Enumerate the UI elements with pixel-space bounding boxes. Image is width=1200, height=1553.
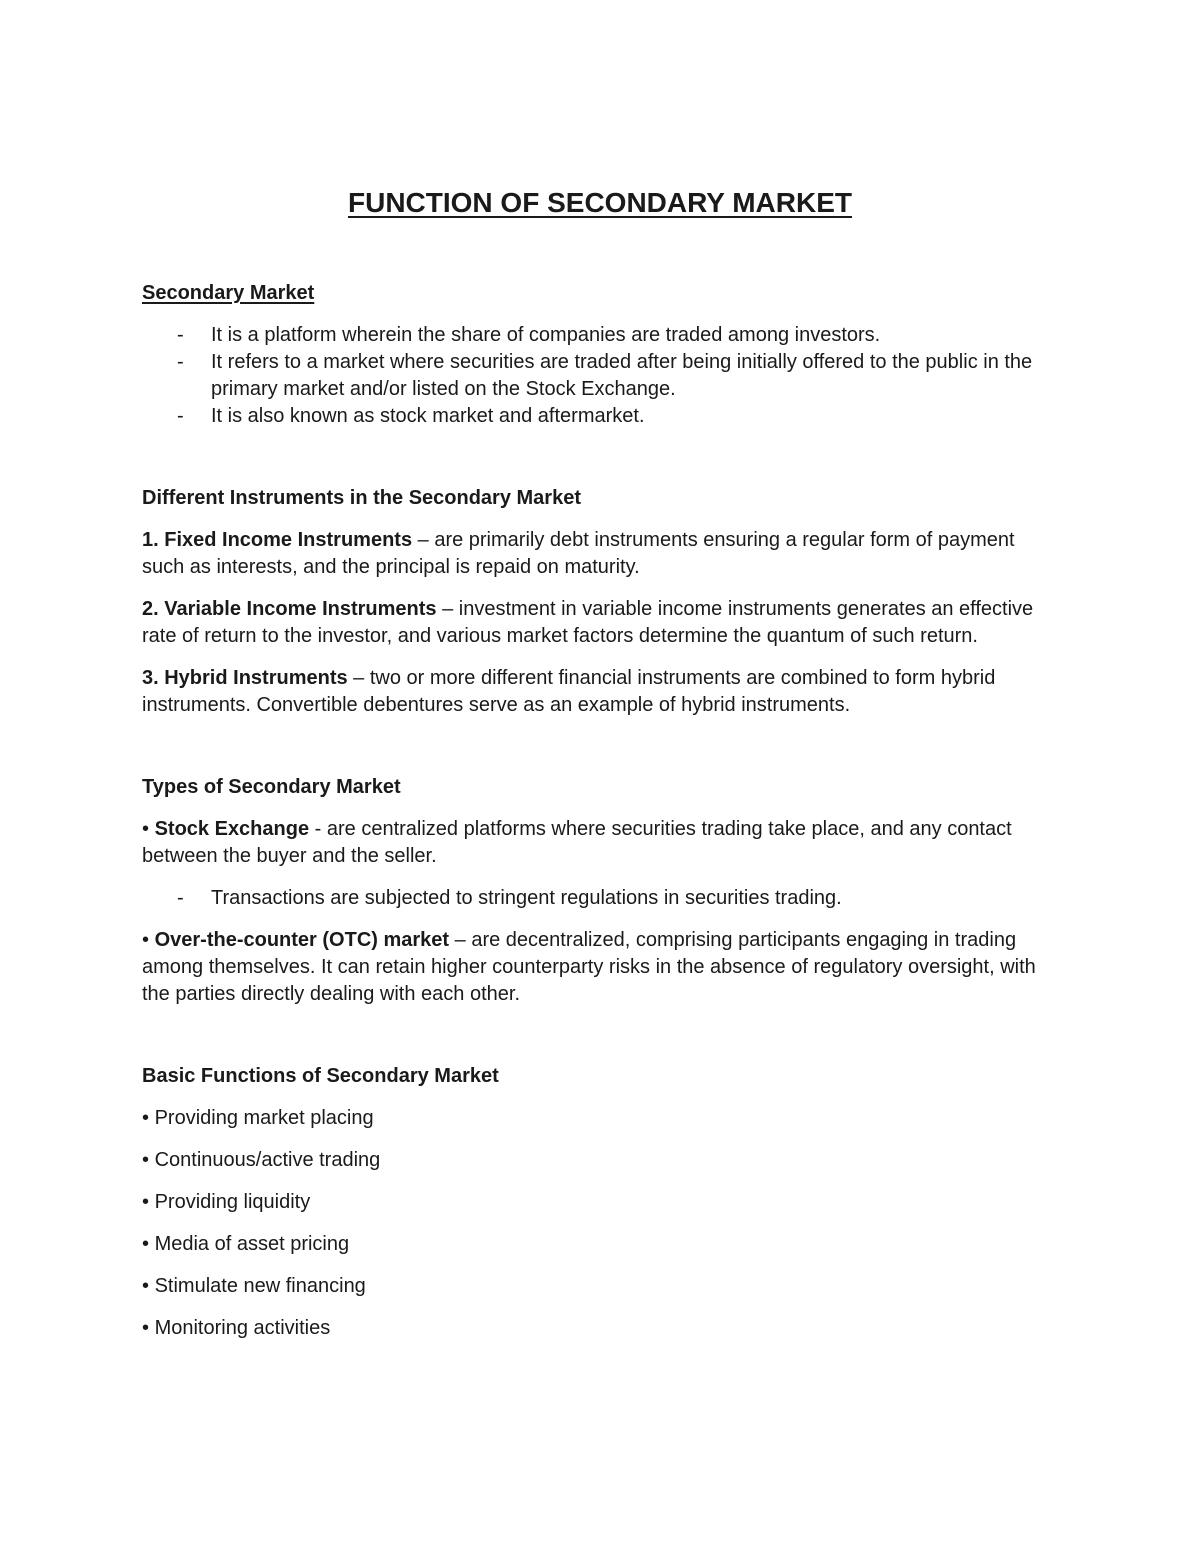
section-instruments xyxy=(142,485,1052,719)
instrument-text: – are primarily debt instruments ensuring a regular form of payment such as interests, and the principal is repaid on maturity. xyxy=(142,529,1015,578)
list-item-text: Media of asset pricing xyxy=(154,1233,350,1255)
bullet-marker: • xyxy=(142,1191,150,1213)
type-label: Stock Exchange xyxy=(154,818,310,840)
section-heading: Basic Functions of Secondary Market xyxy=(142,1065,499,1087)
type-item-otc xyxy=(142,927,1052,1008)
type-item-stock-exchange xyxy=(142,816,1052,870)
dash-marker: - xyxy=(177,887,184,909)
list-item xyxy=(142,1273,1052,1300)
instrument-item xyxy=(142,665,1052,719)
instrument-text: – investment in variable income instruments generates an effective rate of return to the investor, and various market factors determine the quantum of such return. xyxy=(142,598,1034,647)
list-item xyxy=(142,1189,1052,1216)
instrument-label: 1. Fixed Income Instruments xyxy=(142,529,413,551)
bullet-marker: • xyxy=(142,818,150,840)
list-item xyxy=(142,322,1052,349)
dash-marker: - xyxy=(177,324,184,346)
list-item xyxy=(142,1231,1052,1258)
list-item-text: Providing liquidity xyxy=(154,1191,311,1213)
document-body xyxy=(142,280,1052,1342)
instrument-item xyxy=(142,596,1052,650)
list-item xyxy=(142,1315,1052,1342)
list-item xyxy=(142,1105,1052,1132)
list-item xyxy=(142,1147,1052,1174)
dash-list xyxy=(142,885,1052,912)
type-text: – are decentralized, comprising participants engaging in trading among themselves. It can retain higher counterparty risks in the absence of regulatory oversight, with the parties directly dealing with each other. xyxy=(142,929,1036,1005)
list-item-text: Continuous/active trading xyxy=(154,1149,381,1171)
page-title: FUNCTION OF SECONDARY MARKET xyxy=(348,187,852,218)
section-basic-functions xyxy=(142,1063,1052,1342)
instrument-label: 3. Hybrid Instruments xyxy=(142,667,348,689)
dash-list xyxy=(142,322,1052,430)
bullet-marker: • xyxy=(142,1275,150,1297)
list-item xyxy=(142,403,1052,430)
section-heading: Secondary Market xyxy=(142,282,315,304)
bullet-marker: • xyxy=(142,929,150,951)
section-types xyxy=(142,774,1052,1008)
dash-marker: - xyxy=(177,405,184,427)
list-item-text: Monitoring activities xyxy=(154,1317,331,1339)
list-item-text: Stimulate new financing xyxy=(154,1275,366,1297)
list-item-text: Transactions are subjected to stringent regulations in securities trading. xyxy=(211,887,842,909)
list-item-text: Providing market placing xyxy=(154,1107,374,1129)
bullet-marker: • xyxy=(142,1317,150,1339)
type-text: - are centralized platforms where securities trading take place, and any contact between the buyer and the seller. xyxy=(142,818,1012,867)
section-secondary-market xyxy=(142,280,1052,430)
section-heading: Types of Secondary Market xyxy=(142,776,401,798)
instrument-text: – two or more different financial instruments are combined to form hybrid instruments. Convertible debentures serve as an example of hybrid instruments. xyxy=(142,667,996,716)
section-heading: Different Instruments in the Secondary Market xyxy=(142,487,581,509)
dash-marker: - xyxy=(177,351,184,373)
instrument-item xyxy=(142,527,1052,581)
list-item-text: It is a platform wherein the share of companies are traded among investors. xyxy=(211,324,881,346)
list-item-text: It refers to a market where securities are traded after being initially offered to the public in the primary market and/or listed on the Stock Exchange. xyxy=(211,351,1033,400)
list-item xyxy=(142,885,1052,912)
bullet-marker: • xyxy=(142,1233,150,1255)
list-item-text: It is also known as stock market and aftermarket. xyxy=(211,405,645,427)
bullet-marker: • xyxy=(142,1149,150,1171)
bullet-marker: • xyxy=(142,1107,150,1129)
type-label: Over-the-counter (OTC) market xyxy=(154,929,450,951)
list-item xyxy=(142,349,1052,403)
instrument-label: 2. Variable Income Instruments xyxy=(142,598,437,620)
